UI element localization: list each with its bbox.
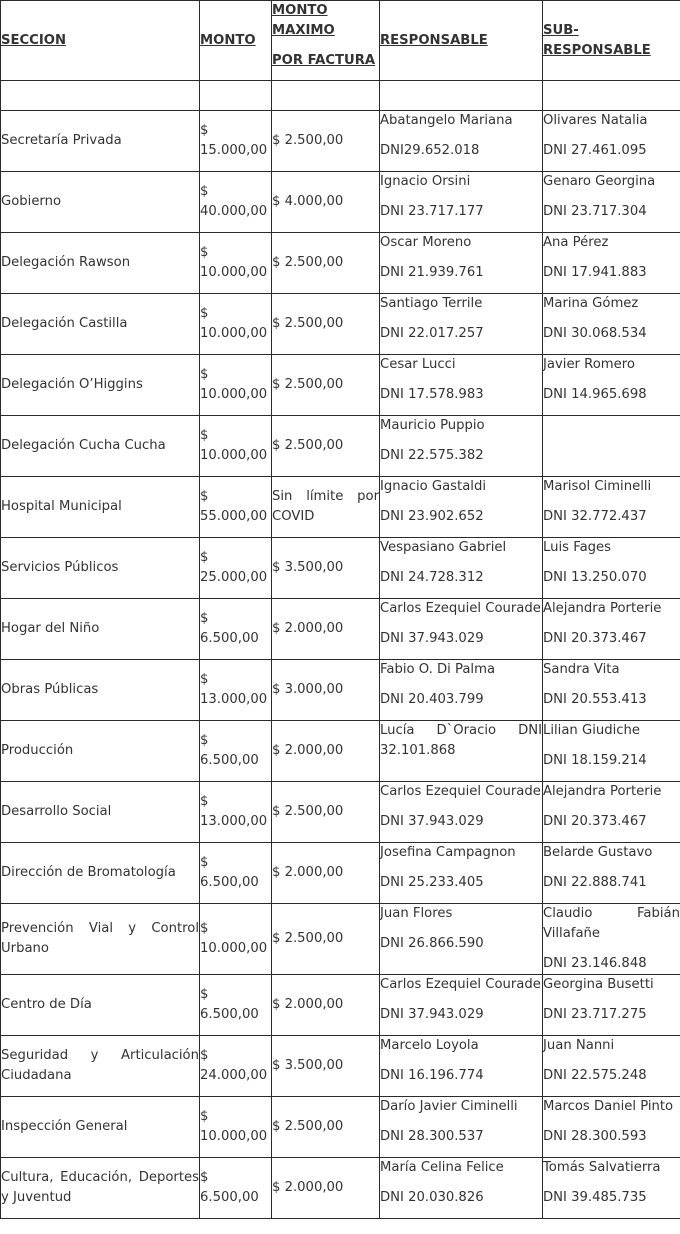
responsable-name: Santiago Terrile <box>380 296 483 311</box>
monto-maximo-cell: $ 2.500,00 <box>272 1097 380 1158</box>
sub-responsable-cell <box>543 782 680 843</box>
monto-cell: $ 10.000,00 <box>200 1097 272 1158</box>
sub-responsable-name: Sandra Vita <box>543 662 620 677</box>
responsable-dni: DNI 17.578.983 <box>380 387 484 402</box>
monto-cell: $ 6.500,00 <box>200 599 272 660</box>
sub-responsable-name: Ana Pérez <box>543 235 609 250</box>
monto-cell: $ 55.000,00 <box>200 477 272 538</box>
sub-responsable-dni: DNI 20.553.413 <box>543 692 647 707</box>
header-monto-cell <box>200 1 272 81</box>
header-monto: MONTO <box>200 32 256 48</box>
table-row <box>1 1158 680 1219</box>
sub-responsable-dni: DNI 18.159.214 <box>543 753 647 768</box>
sub-responsable-dni: DNI 32.772.437 <box>543 509 647 524</box>
sub-responsable-name: Genaro Georgina <box>543 174 656 189</box>
responsable-name: Carlos Ezequiel Courade <box>380 977 541 992</box>
responsable-name: Marcelo Loyola <box>380 1038 479 1053</box>
monto-maximo-cell: $ 2.000,00 <box>272 721 380 782</box>
table-row <box>1 233 680 294</box>
responsable-name: Mauricio Puppio <box>380 418 485 433</box>
responsable-name: Josefina Campagnon <box>380 845 516 860</box>
monto-maximo-cell: $ 3.000,00 <box>272 660 380 721</box>
seccion-cell: Prevención Vial y Control Urbano <box>1 904 200 975</box>
responsable-dni: DNI 20.030.826 <box>380 1190 484 1205</box>
responsable-cell <box>380 660 543 721</box>
responsable-cell <box>380 477 543 538</box>
responsable-dni: DNI 37.943.029 <box>380 1007 484 1022</box>
table-row <box>1 721 680 782</box>
sub-responsable-cell <box>543 599 680 660</box>
header-seccion-cell <box>1 1 200 81</box>
monto-cell: $ 24.000,00 <box>200 1036 272 1097</box>
sub-responsable-dni: DNI 23.717.304 <box>543 204 647 219</box>
responsable-cell <box>380 782 543 843</box>
responsable-dni: DNI 24.728.312 <box>380 570 484 585</box>
sub-responsable-cell <box>543 660 680 721</box>
monto-maximo-cell: $ 2.500,00 <box>272 111 380 172</box>
responsable-dni: DNI 20.403.799 <box>380 692 484 707</box>
table-row <box>1 904 680 975</box>
sub-responsable-cell <box>543 294 680 355</box>
responsable-name: Carlos Ezequiel Courade <box>380 601 541 616</box>
responsable-cell <box>380 172 543 233</box>
responsable-dni: DNI 21.939.761 <box>380 265 484 280</box>
sub-responsable-dni: DNI 17.941.883 <box>543 265 647 280</box>
responsable-cell <box>380 1158 543 1219</box>
responsable-cell <box>380 599 543 660</box>
header-responsable: RESPONSABLE <box>380 32 488 48</box>
responsable-cell <box>380 721 543 782</box>
table-row <box>1 477 680 538</box>
empty-cell <box>543 81 680 111</box>
monto-cell: $ 40.000,00 <box>200 172 272 233</box>
monto-cell: $ 6.500,00 <box>200 843 272 904</box>
table-row <box>1 1036 680 1097</box>
sub-responsable-dni: DNI 27.461.095 <box>543 143 647 158</box>
responsable-name: Darío Javier Ciminelli <box>380 1099 518 1114</box>
monto-maximo-cell: $ 2.000,00 <box>272 599 380 660</box>
responsable-cell <box>380 1097 543 1158</box>
responsable-name: Abatangelo Mariana <box>380 113 513 128</box>
responsable-name: Vespasiano Gabriel <box>380 540 507 555</box>
seccion-cell: Desarrollo Social <box>1 782 200 843</box>
monto-maximo-cell: $ 2.500,00 <box>272 904 380 975</box>
table-row <box>1 975 680 1036</box>
sub-responsable-dni: DNI 22.575.248 <box>543 1068 647 1083</box>
seccion-cell: Delegación Cucha Cucha <box>1 416 200 477</box>
sub-responsable-name: Alejandra Porterie <box>543 784 662 799</box>
seccion-cell: Dirección de Bromatología <box>1 843 200 904</box>
monto-maximo-cell: $ 2.500,00 <box>272 782 380 843</box>
responsable-dni: DNI 23.717.177 <box>380 204 484 219</box>
sub-responsable-cell <box>543 416 680 477</box>
monto-cell: $ 13.000,00 <box>200 782 272 843</box>
monto-maximo-cell: Sin límite por COVID <box>272 477 380 538</box>
responsable-cell <box>380 1036 543 1097</box>
header-sub-responsable: SUB-RESPONSABLE <box>543 22 651 58</box>
header-monto-maximo: MONTO MAXIMO <box>272 3 335 38</box>
sub-responsable-dni: DNI 28.300.593 <box>543 1129 647 1144</box>
table-row <box>1 1097 680 1158</box>
monto-maximo-cell: $ 3.500,00 <box>272 538 380 599</box>
sub-responsable-dni: DNI 22.888.741 <box>543 875 647 890</box>
table-row <box>1 294 680 355</box>
empty-cell <box>272 81 380 111</box>
monto-maximo-cell: $ 2.000,00 <box>272 1158 380 1219</box>
seccion-cell: Obras Públicas <box>1 660 200 721</box>
header-monto-maximo-cell <box>272 1 380 81</box>
responsable-cell <box>380 233 543 294</box>
seccion-cell: Inspección General <box>1 1097 200 1158</box>
monto-cell: $ 15.000,00 <box>200 111 272 172</box>
sub-responsable-name: Marina Gómez <box>543 296 639 311</box>
responsable-dni: DNI 25.233.405 <box>380 875 484 890</box>
responsable-dni: DNI 37.943.029 <box>380 814 484 829</box>
monto-maximo-cell: $ 4.000,00 <box>272 172 380 233</box>
sub-responsable-dni: DNI 39.485.735 <box>543 1190 647 1205</box>
monto-cell: $ 13.000,00 <box>200 660 272 721</box>
monto-cell: $ 10.000,00 <box>200 416 272 477</box>
monto-cell: $ 6.500,00 <box>200 1158 272 1219</box>
responsable-cell <box>380 111 543 172</box>
monto-cell: $ 10.000,00 <box>200 294 272 355</box>
responsable-cell <box>380 843 543 904</box>
sub-responsable-name: Georgina Busetti <box>543 977 654 992</box>
responsable-cell <box>380 975 543 1036</box>
sub-responsable-dni: DNI 23.146.848 <box>543 956 647 971</box>
sub-responsable-dni: DNI 30.068.534 <box>543 326 647 341</box>
responsable-dni: DNI 37.943.029 <box>380 631 484 646</box>
seccion-cell: Gobierno <box>1 172 200 233</box>
responsable-name: Ignacio Orsini <box>380 174 471 189</box>
table-row <box>1 599 680 660</box>
sub-responsable-cell <box>543 111 680 172</box>
header-row <box>1 1 680 81</box>
sub-responsable-cell <box>543 1097 680 1158</box>
table-row <box>1 843 680 904</box>
empty-cell <box>1 81 200 111</box>
sub-responsable-dni: DNI 20.373.467 <box>543 814 647 829</box>
responsable-name: Fabio O. Di Palma <box>380 662 496 677</box>
responsable-name: Juan Flores <box>380 906 453 921</box>
seccion-cell: Delegación Rawson <box>1 233 200 294</box>
sub-responsable-cell <box>543 1036 680 1097</box>
monto-maximo-cell: $ 2.500,00 <box>272 416 380 477</box>
monto-maximo-cell: $ 2.500,00 <box>272 355 380 416</box>
empty-row <box>1 81 680 111</box>
seccion-cell: Seguridad y Articulación Ciudadana <box>1 1036 200 1097</box>
sub-responsable-name: Marcos Daniel Pinto <box>543 1099 674 1114</box>
responsable-dni: DNI 28.300.537 <box>380 1129 484 1144</box>
responsable-name: María Celina Felice <box>380 1160 504 1175</box>
sub-responsable-dni: DNI 14.965.698 <box>543 387 647 402</box>
responsable-name: Ignacio Gastaldi <box>380 479 486 494</box>
monto-maximo-cell: $ 3.500,00 <box>272 1036 380 1097</box>
sub-responsable-cell <box>543 843 680 904</box>
table-row <box>1 416 680 477</box>
sub-responsable-dni: DNI 13.250.070 <box>543 570 647 585</box>
table-row <box>1 111 680 172</box>
sub-responsable-name: Javier Romero <box>543 357 635 372</box>
seccion-cell: Hospital Municipal <box>1 477 200 538</box>
header-por-factura: POR FACTURA <box>272 53 376 68</box>
responsable-name: Carlos Ezequiel Courade <box>380 784 541 799</box>
monto-maximo-cell: $ 2.000,00 <box>272 975 380 1036</box>
responsable-dni: DNI 22.575.382 <box>380 448 484 463</box>
empty-cell <box>200 81 272 111</box>
seccion-cell: Cultura, Educación, Deportes y Juventud <box>1 1158 200 1219</box>
sub-responsable-name: Marisol Ciminelli <box>543 479 652 494</box>
monto-cell: $ 6.500,00 <box>200 975 272 1036</box>
monto-cell: $ 10.000,00 <box>200 355 272 416</box>
table-row <box>1 782 680 843</box>
sub-responsable-cell <box>543 1158 680 1219</box>
sub-responsable-name: Belarde Gustavo <box>543 845 653 860</box>
header-responsable-cell <box>380 1 543 81</box>
seccion-cell: Centro de Día <box>1 975 200 1036</box>
table-row <box>1 172 680 233</box>
seccion-cell: Delegación O’Higgins <box>1 355 200 416</box>
sub-responsable-dni: DNI 20.373.467 <box>543 631 647 646</box>
sub-responsable-cell <box>543 538 680 599</box>
sub-responsable-name: Luis Fages <box>543 540 612 555</box>
seccion-cell: Delegación Castilla <box>1 294 200 355</box>
sub-responsable-cell <box>543 172 680 233</box>
sub-responsable-cell <box>543 721 680 782</box>
header-sub-responsable-cell <box>543 1 680 81</box>
sub-responsable-name: Olivares Natalia <box>543 113 648 128</box>
sub-responsable-cell <box>543 355 680 416</box>
seccion-cell: Secretaría Privada <box>1 111 200 172</box>
seccion-cell: Producción <box>1 721 200 782</box>
responsable-cell <box>380 904 543 975</box>
sub-responsable-name: Tomás Salvatierra <box>543 1160 661 1175</box>
sub-responsable-name: Claudio Fabián Villafañe <box>543 906 680 941</box>
sub-responsable-cell <box>543 975 680 1036</box>
responsable-name: Oscar Moreno <box>380 235 472 250</box>
table-row <box>1 660 680 721</box>
responsable-name: Lucía D`Oracio DNI 32.101.868 <box>380 723 542 758</box>
responsable-dni: DNI 22.017.257 <box>380 326 484 341</box>
sub-responsable-name: Lilian Giudiche <box>543 723 640 738</box>
responsable-dni: DNI29.652.018 <box>380 143 480 158</box>
responsable-dni: DNI 26.866.590 <box>380 936 484 951</box>
sub-responsable-cell <box>543 233 680 294</box>
sub-responsable-name: Juan Nanni <box>543 1038 615 1053</box>
responsable-cell <box>380 355 543 416</box>
table-row <box>1 538 680 599</box>
sub-responsable-cell <box>543 477 680 538</box>
responsable-cell <box>380 294 543 355</box>
monto-cell: $ 10.000,00 <box>200 904 272 975</box>
empty-cell <box>380 81 543 111</box>
monto-maximo-cell: $ 2.000,00 <box>272 843 380 904</box>
sub-responsable-name: Alejandra Porterie <box>543 601 662 616</box>
monto-cell: $ 25.000,00 <box>200 538 272 599</box>
responsable-dni: DNI 16.196.774 <box>380 1068 484 1083</box>
header-seccion: SECCION <box>1 32 67 48</box>
seccion-cell: Servicios Públicos <box>1 538 200 599</box>
responsable-cell <box>380 416 543 477</box>
responsable-dni: DNI 23.902.652 <box>380 509 484 524</box>
monto-maximo-cell: $ 2.500,00 <box>272 233 380 294</box>
seccion-cell: Hogar del Niño <box>1 599 200 660</box>
monto-cell: $ 10.000,00 <box>200 233 272 294</box>
monto-cell: $ 6.500,00 <box>200 721 272 782</box>
sub-responsable-dni: DNI 23.717.275 <box>543 1007 647 1022</box>
sub-responsable-cell <box>543 904 680 975</box>
responsable-cell <box>380 538 543 599</box>
table-row <box>1 355 680 416</box>
monto-maximo-cell: $ 2.500,00 <box>272 294 380 355</box>
responsable-name: Cesar Lucci <box>380 357 456 372</box>
